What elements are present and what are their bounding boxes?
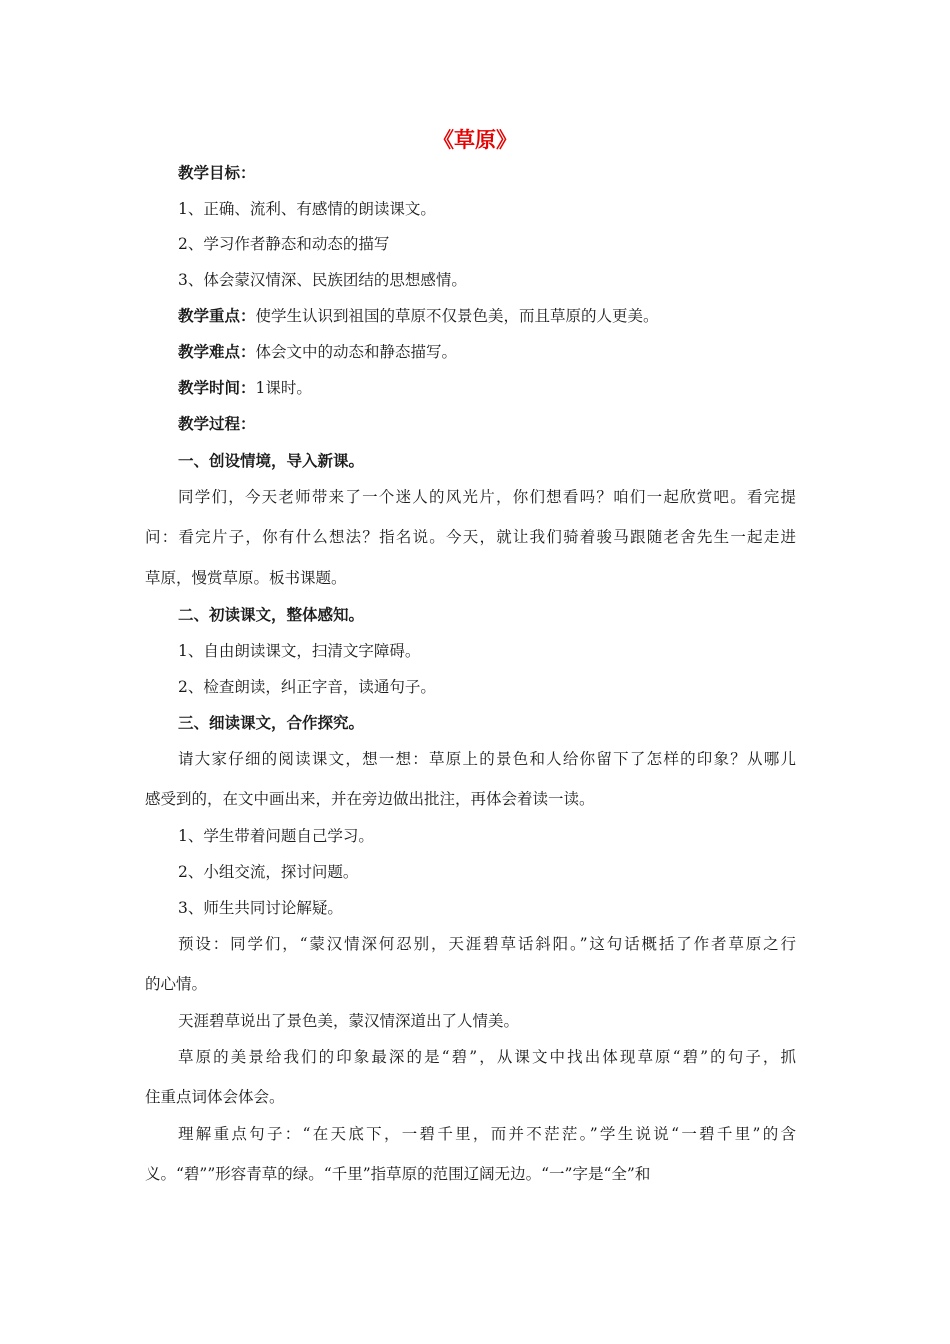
process-heading: 教学过程： (178, 414, 256, 433)
difficulty-label: 教学难点： (178, 342, 256, 361)
teaching-time (178, 377, 312, 399)
goal-item: 1、正确、流利、有感情的朗读课文。 (178, 200, 436, 218)
goal-item: 3、体会蒙汉情深、民族团结的思想感情。 (178, 271, 467, 289)
paragraph-line: 天涯碧草说出了景色美，蒙汉情深道出了人情美。 (178, 1012, 520, 1030)
paragraph-line: 理解重点句子：“在天底下，一碧千里，而并不茫茫。”学生说说“一碧千里”的含 (178, 1125, 796, 1143)
paragraph-line: 草原的美景给我们的印象最深的是“碧”，从课文中找出体现草原“碧”的句子，抓 (178, 1048, 796, 1066)
difficulty (178, 341, 457, 363)
time-label: 教学时间： (178, 378, 256, 397)
time-text: 1课时。 (255, 379, 312, 397)
key-point-text: 使学生认识到祖国的草原不仅景色美，而且草原的人更美。 (255, 307, 659, 325)
goal-item: 2、学习作者静态和动态的描写 (178, 235, 390, 253)
paragraph-line: 同学们，今天老师带来了一个迷人的风光片，你们想看吗？咱们一起欣赏吧。看完提 (178, 488, 796, 506)
list-item: 3、师生共同讨论解疑。 (178, 899, 343, 917)
paragraph-line: 草原，慢赏草原。板书课题。 (145, 569, 347, 587)
list-item: 2、小组交流，探讨问题。 (178, 863, 359, 881)
goals-heading: 教学目标： (178, 163, 256, 182)
paragraph-line: 的心情。 (145, 975, 208, 993)
list-item: 2、检查朗读，纠正字音，读通句子。 (178, 678, 436, 696)
section2-heading: 二、初读课文，整体感知。 (178, 605, 365, 624)
paragraph-line: 预设：同学们，“蒙汉情深何忍别，天涯碧草话斜阳。”这句话概括了作者草原之行 (178, 935, 796, 953)
paragraph-line: 请大家仔细的阅读课文，想一想：草原上的景色和人给你留下了怎样的印象？从哪儿 (178, 750, 796, 768)
list-item: 1、学生带着问题自己学习。 (178, 827, 374, 845)
section1-heading: 一、创设情境，导入新课。 (178, 451, 365, 470)
paragraph-line: 义。“碧””形容青草的绿。“千里”指草原的范围辽阔无边。“一”字是“全”和 (145, 1165, 651, 1183)
list-item: 1、自由朗读课文，扫清文字障碍。 (178, 642, 421, 660)
document-title: 《草原》 (433, 127, 517, 152)
paragraph-line: 住重点词体会体会。 (145, 1088, 285, 1106)
difficulty-text: 体会文中的动态和静态描写。 (255, 343, 458, 361)
paragraph-line: 感受到的，在文中画出来，并在旁边做出批注，再体会着读一读。 (145, 790, 595, 808)
key-point-label: 教学重点： (178, 306, 256, 325)
section3-heading: 三、细读课文，合作探究。 (178, 713, 365, 732)
key-point (178, 305, 659, 327)
paragraph-line: 问：看完片子，你有什么想法？指名说。今天，就让我们骑着骏马跟随老舍先生一起走进 (145, 528, 796, 546)
